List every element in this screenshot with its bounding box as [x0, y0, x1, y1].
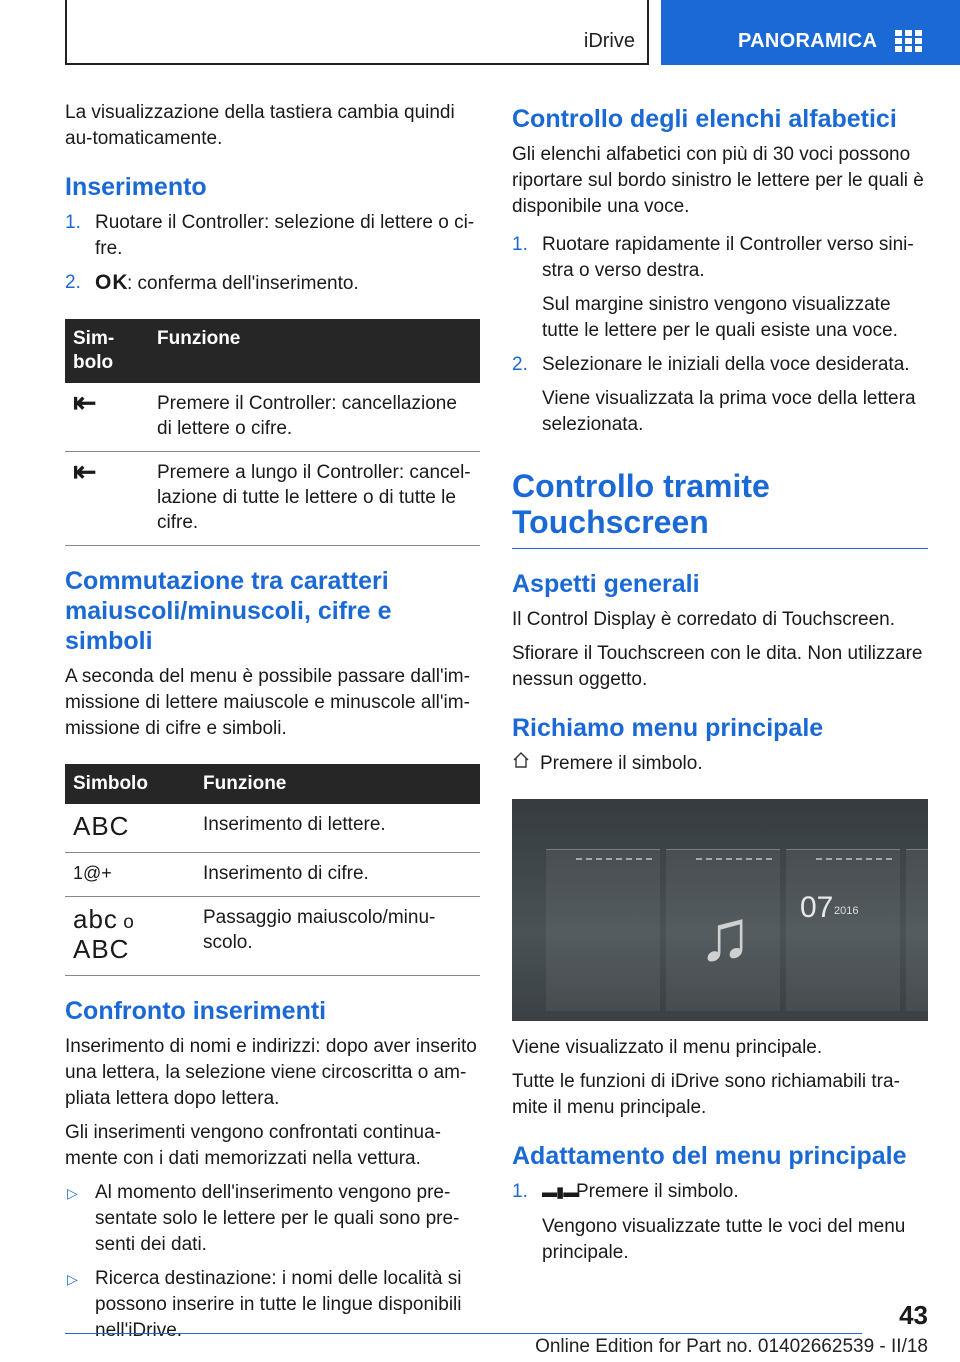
table-row	[65, 897, 480, 976]
backspace-icon: ⇤	[73, 456, 97, 487]
table-cell: Inserimento di lettere.	[195, 804, 480, 853]
right-column	[512, 100, 928, 1274]
symbol-table-1	[65, 319, 480, 546]
richiamo-text: Premere il simbolo.	[540, 753, 703, 774]
step-text: : conferma dell'inserimento.	[127, 273, 359, 294]
menu-edit-icon: ▬▮▬	[542, 1184, 578, 1201]
alfabetici-steps	[512, 232, 928, 438]
or-label: o	[123, 912, 134, 933]
menu-tile	[786, 849, 900, 1011]
list-item	[65, 1180, 480, 1258]
table-cell: Premere a lungo il Controller: cancel-lazione di tutte le lettere o di tutte le cifre.	[149, 452, 480, 546]
table-row	[65, 452, 480, 546]
music-note-icon: ♫	[698, 896, 752, 976]
step-number: 1.	[65, 212, 81, 233]
list-item	[512, 232, 928, 344]
header-tab-panoramica[interactable]	[661, 0, 960, 65]
adattamento-steps	[512, 1179, 928, 1266]
step-number: 2.	[65, 272, 81, 293]
menu-paragraph-2: Tutte le funzioni di iDrive sono richiamabili tra-mite il menu principale.	[512, 1071, 900, 1118]
inserimento-steps	[65, 210, 480, 297]
heading-inserimento: Inserimento	[65, 173, 207, 201]
uppercase-icon: ABC	[73, 811, 130, 841]
heading-alfabetici: Controllo degli elenchi alfabetici	[512, 105, 897, 133]
grid-menu-icon[interactable]	[895, 30, 922, 52]
intro-paragraph: La visualizzazione della tastiera cambia quindi au-tomaticamente.	[65, 102, 455, 149]
page-number: 43	[899, 1300, 928, 1330]
table-cell: Inserimento di cifre.	[195, 853, 480, 897]
step-text: Ruotare rapidamente il Controller verso sini-stra o verso destra.	[542, 234, 914, 281]
numbers-icon: 1@+	[73, 863, 112, 883]
list-item	[65, 270, 480, 297]
triangle-bullet-icon: ▷	[67, 1185, 78, 1201]
richiamo-paragraph	[512, 751, 928, 777]
confronto-paragraph-2: Gli inserimenti vengono confrontati continua-mente con i dati memorizzati nella vettura.	[65, 1122, 441, 1169]
alfabetici-paragraph: Gli elenchi alfabetici con più di 30 voci possono riportare sul bordo sinistro le lettere per le quali è disponibile una voce.	[512, 144, 924, 217]
step-result: Sul margine sinistro vengono visualizzate tutte le lettere per le quali esiste una voce.	[542, 294, 898, 341]
step-text: Premere il simbolo.	[576, 1181, 739, 1202]
bullet-text: Ricerca destinazione: i nomi delle località si possono inserire in tutte le lingue disponibili nell'iDrive.	[95, 1268, 462, 1341]
table-header-function: Funzione	[195, 764, 480, 804]
lowercase-icon: abc	[73, 904, 118, 934]
heading-adattamento: Adattamento del menu principale	[512, 1142, 907, 1170]
table-header-function: Funzione	[149, 319, 480, 383]
table-cell: Premere il Controller: cancellazione di lettere o cifre.	[149, 383, 480, 452]
home-icon	[512, 751, 534, 777]
heading-touchscreen: Controllo tramite Touchscreen	[512, 468, 928, 549]
confronto-bullets	[65, 1180, 480, 1344]
left-column	[65, 100, 480, 1352]
uppercase-icon: ABC	[73, 934, 130, 964]
menu-tile	[546, 849, 660, 1011]
ok-icon: OK	[95, 271, 129, 294]
step-result: Vengono visualizzate tutte le voci del menu principale.	[542, 1216, 906, 1263]
step-number: 2.	[512, 354, 528, 375]
step-result: Viene visualizzata la prima voce della lettera selezionata.	[542, 388, 916, 435]
list-item	[65, 210, 480, 262]
backspace-icon: ⇤	[73, 387, 97, 418]
step-text: Selezionare le iniziali della voce desiderata.	[542, 354, 910, 375]
menu-paragraph-1: Viene visualizzato il menu principale.	[512, 1037, 823, 1058]
heading-confronto: Confronto inserimenti	[65, 997, 327, 1025]
heading-aspetti: Aspetti generali	[512, 570, 700, 598]
table-row	[65, 853, 480, 897]
symbol-table-2	[65, 764, 480, 976]
commutazione-paragraph: A seconda del menu è possibile passare dall'im-missione di lettere maiuscole e minuscole all'im-missione di cifre e simboli.	[65, 666, 470, 739]
step-text: Ruotare il Controller: selezione di lettere o ci-fre.	[95, 212, 475, 259]
header-tab-label: PANORAMICA	[738, 30, 878, 52]
menu-tile	[906, 849, 928, 1011]
step-number: 1.	[512, 1181, 528, 1202]
main-menu-screenshot	[512, 799, 928, 1021]
table-header-symbol: Sim-bolo	[65, 319, 149, 383]
heading-richiamo: Richiamo menu principale	[512, 714, 824, 742]
header-section: iDrive	[583, 30, 635, 52]
screen-year: 2016	[834, 905, 859, 917]
confronto-paragraph-1: Inserimento di nomi e indirizzi: dopo aver inserito una lettera, la selezione viene circoscritta o am-pliata lettera dopo lettera.	[65, 1036, 477, 1109]
triangle-bullet-icon: ▷	[67, 1271, 78, 1287]
table-cell: Passaggio maiuscolo/minu-scolo.	[195, 897, 480, 976]
screen-day: 07	[800, 891, 834, 924]
header-box	[65, 0, 649, 65]
footer-divider	[65, 1333, 862, 1334]
table-header-symbol: Simbolo	[65, 764, 195, 804]
table-row	[65, 383, 480, 452]
heading-commutazione: Commutazione tra caratteri maiuscoli/minuscoli, cifre e simboli	[65, 567, 392, 655]
bullet-text: Al momento dell'inserimento vengono pre-sentate solo le lettere per le quali sono pre-senti dei dati.	[95, 1182, 460, 1255]
step-number: 1.	[512, 234, 528, 255]
footer-edition: Online Edition for Part no. 01402662539 - II/18	[535, 1336, 928, 1357]
list-item	[512, 1179, 928, 1266]
table-row	[65, 804, 480, 853]
aspetti-paragraph-1: Il Control Display è corredato di Touchscreen.	[512, 609, 896, 630]
aspetti-paragraph-2: Sfiorare il Touchscreen con le dita. Non utilizzare nessun oggetto.	[512, 643, 923, 690]
list-item	[512, 352, 928, 438]
